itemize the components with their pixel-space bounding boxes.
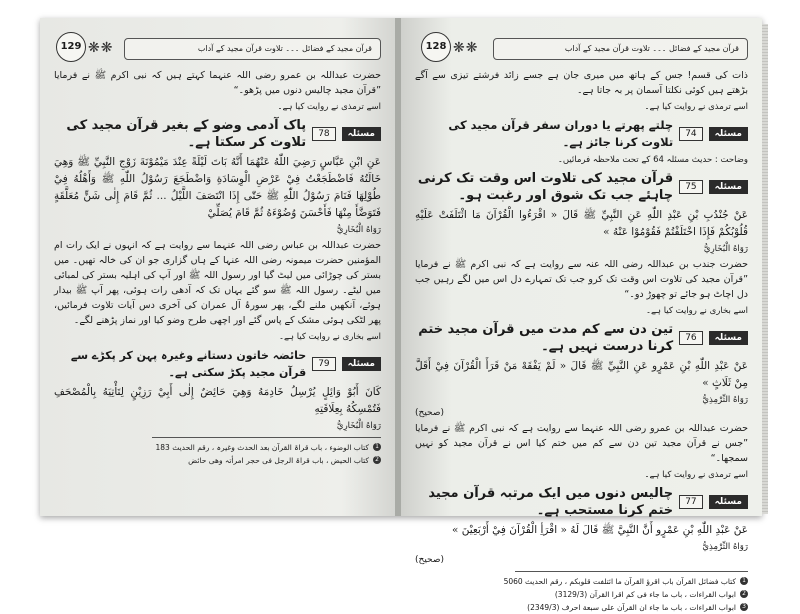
running-title: قرآن مجید کے فضائل ۔۔۔ تلاوت قرآن مجید کے آداب (493, 38, 748, 60)
masala-label: مسئلہ (342, 127, 381, 141)
left-page (40, 18, 395, 516)
footnote: 1 کتاب الوضوء ، باب قراۃ القرآن بعد الحدث وغیرہ ، رقم الحدیث 183 (54, 441, 381, 454)
footnote-marker-icon: 1 (373, 443, 381, 451)
masala-label: مسئلہ (342, 357, 381, 371)
intro-text: ذات کی قسم! جس کے ہاتھ میں میری جان ہے جسے زائد فرشتے تیزی سے آگے بڑھتے ہیں کوئی نکلتا آسمان پر بہ جاتا ہے۔ (415, 70, 748, 96)
section-title: حائضہ خاتون دستانے وغیرہ پہن کر پکڑے سے قرآن مجید پکڑ سکتی ہے۔ (70, 349, 307, 379)
ornament-icon: ❋❋ (88, 40, 114, 56)
section-title: تین دن سے کم مدت میں قرآن مجید ختم کرنا درست نہیں ہے۔ (418, 322, 674, 354)
arabic-hadith: عَنْ عَبْدِ اللّٰهِ بْنِ عَمْرٍو أَنَّ النَّبِيَّ ﷺ قَالَ لَهُ « اقْرَأِ الْقُرْآنَ فِيْ أَرْبَعِيْنَ » (451, 524, 748, 536)
urdu-translation: حضرت عبداللہ بن عباس رضی اللہ عنہما سے روایت ہے کہ انہوں نے ایک رات ام المؤمنین حضرت میمونہ رضی اللہ عنہا کے ہاں گزاری جو ان کی خالہ تھیں۔ میں بستر کی چوڑائی میں لیٹ گیا اور رسول اللہ ﷺ اور آپ کی اہلیہ بستر کی لمبائی میں لیٹے۔ رسول اللہ ﷺ سو گئے یہاں تک کہ آدھی رات ہوئی، پھر آپ ﷺ بیدار ہوئے، آنکھیں ملنے لگے، پھر سورۂ آل عمران کی آخری دس آیات تلاوت فرمائیں، پھر لٹکی ہوئی مشک کے پاس گئے اور اچھی طرح وضو کیا اور نماز پڑھنے لگے۔ (54, 240, 381, 326)
footnote-divider (515, 571, 748, 572)
masala-label: مسئلہ (709, 495, 748, 509)
translation-ref: اسے ترمذی نے روایت کیا ہے۔ (644, 470, 748, 480)
section-heading-79 (54, 347, 381, 381)
section-title: چلتے پھرتے یا دوران سفر قرآن مجید کی تلاوت کرنا جائز ہے۔ (448, 118, 674, 149)
clarification-note: وضاحت : حدیث مسئلہ 64 کے تحت ملاحظہ فرمائیں۔ (557, 155, 748, 165)
section-number: 77 (679, 495, 702, 509)
masala-label: مسئلہ (709, 127, 748, 141)
section-heading-77 (415, 485, 748, 519)
footnote-marker-icon: 2 (740, 590, 748, 598)
intro-ref: اسے ترمذی نے روایت کیا ہے۔ (644, 102, 748, 112)
open-book (40, 18, 762, 612)
page-stack-edge (762, 24, 768, 514)
running-title: قرآن مجید کے فضائل ۔۔۔ تلاوت قرآن مجید کے آداب (124, 38, 381, 60)
section-number: 75 (679, 180, 702, 194)
arabic-hadith: عَنْ جُنْدُبِ بْنِ عَبْدِ اللّٰهِ عَنِ النَّبِيِّ ﷺ قَالَ « اقْرَءُوا الْقُرْآنَ مَا ائْتَلَفَتْ عَلَيْهِ قُلُوْبُكُمْ فَإِذَا اخْتَلَفْتُمْ فَقُوْمُوْا عَنْهُ » (415, 209, 748, 238)
page-number: 129 (56, 32, 86, 62)
section-heading-75 (415, 170, 748, 204)
page-header (54, 32, 381, 66)
footnote-divider (152, 437, 381, 438)
ornament-icon: ❋❋ (453, 40, 479, 56)
masala-label: مسئلہ (709, 331, 748, 345)
section-title: قرآن مجید کی تلاوت اس وقت تک کرنی چاہئے جب تک شوق اور رغبت ہو۔ (417, 171, 674, 203)
intro-ref: اسے ترمذی نے روایت کیا ہے۔ (277, 102, 381, 112)
footnote-marker-icon: 3 (740, 603, 748, 611)
translation-ref: اسے بخاری نے روایت کیا ہے۔ (646, 306, 748, 316)
page-number: 128 (421, 32, 451, 62)
urdu-translation: حضرت جندب بن عبداللہ رضی اللہ عنہ سے روایت ہے کہ نبی اکرم ﷺ نے فرمایا ”قرآن مجید کی تلاوت اس وقت تک کرو جب تک تمہارے دل اس میں لگے رہیں جب دل اچاٹ ہو جائے تو چھوڑ دو۔“ (415, 259, 748, 300)
page-header (415, 32, 748, 66)
hadith-ref: رَوَاهُ التِّرْمِذِيُّ (702, 395, 748, 405)
section-heading-76 (415, 321, 748, 355)
footnote: 2 کتاب الحیض ، باب قراۃ الرجل فی حجر امرأتہ وھی حائض (54, 454, 381, 467)
footnote-marker-icon: 1 (740, 577, 748, 585)
footnote-marker-icon: 2 (373, 456, 381, 464)
arabic-hadith: عَنِ ابْنِ عَبَّاسٍ رَضِيَ اللّٰهُ عَنْهُمَا أَنَّهُ بَاتَ لَيْلَةً عِنْدَ مَيْمُوْنَةَ زَوْجِ النَّبِيِّ ﷺ وَهِيَ خَالَتُهُ فَاضْطَجَعْتُ فِيْ عَرْضِ الْوِسَادَةِ وَاضْطَجَعَ رَسُوْلُ اللّٰهِ ﷺ وَأَهْلُهُ فِيْ طُوْلِهَا فَنَامَ رَسُوْلُ اللّٰهِ ﷺ حَتّٰى إِذَا انْتَصَفَ اللَّيْلُ ... ثُمَّ قَامَ إِلٰى شَنٍّ مُعَلَّقَةٍ فَتَوَضَّأَ مِنْهَا فَأَحْسَنَ وُضُوْءَهُ ثُمَّ قَامَ يُصَلِّيْ (54, 156, 381, 219)
arabic-hadith: عَنْ عَبْدِ اللّٰهِ بْنِ عَمْرٍو عَنِ النَّبِيِّ ﷺ قَالَ « لَمْ يَفْقَهْ مَنْ قَرَأَ الْقُرْآنَ فِيْ أَقَلَّ مِنْ ثَلَاثٍ » (415, 360, 748, 389)
footnote: 2 ابواب القراءات ، باب ما جاء فی کم اقرا القرآن (3129/3) (415, 588, 748, 601)
hadith-grade: (صحیح) (415, 408, 444, 418)
hadith-grade: (صحیح) (415, 555, 444, 565)
arabic-hadith: كَانَ أَبُوْ وَائِلٍ يُرْسِلُ خَادِمَهُ وَهِيَ حَائِضٌ إِلٰى أَبِيْ رَزِيْنٍ لِتَأْتِيَهُ بِالْمُصْحَفِ فَتُمْسِكُهُ بِعِلَاقَتِهِ (54, 386, 381, 415)
section-title: چالیس دنوں میں ایک مرتبہ قرآن مجید ختم کرنا مستحب ہے۔ (428, 486, 674, 518)
section-title: پاک آدمی وضو کے بغیر قرآن مجید کی تلاوت کر سکتا ہے۔ (66, 118, 307, 150)
section-number: 78 (312, 127, 335, 141)
hadith-ref: رَوَاهُ الْبُخَارِيُّ (336, 421, 381, 431)
urdu-translation: حضرت عبداللہ بن عمرو رضی اللہ عنہما سے روایت ہے کہ نبی اکرم ﷺ نے فرمایا ”جس نے قرآن مجید تین دن سے کم میں ختم کیا اس نے قرآن مجید کو نہیں سمجھا۔“ (415, 423, 748, 464)
masala-label: مسئلہ (709, 180, 748, 194)
translation-ref: اسے بخاری نے روایت کیا ہے۔ (279, 332, 381, 342)
section-heading-74 (415, 117, 748, 151)
section-heading-78 (54, 117, 381, 151)
hadith-ref: رَوَاهُ التِّرْمِذِيُّ (702, 542, 748, 552)
right-page (401, 18, 762, 612)
section-number: 74 (679, 127, 702, 141)
hadith-ref: رَوَاهُ الْبُخَارِيُّ (336, 225, 381, 235)
section-number: 76 (679, 331, 702, 345)
hadith-ref: رَوَاهُ الْبُخَارِيُّ (703, 244, 748, 254)
section-number: 79 (312, 357, 335, 371)
intro-text: حضرت عبداللہ بن عمرو رضی اللہ عنہما کہتے ہیں کہ نبی اکرم ﷺ نے فرمایا ”قرآن مجید چالیس دنوں میں پڑھو۔“ (54, 70, 381, 96)
footnote: 3 ابواب القراءات ، باب ما جاء ان القرآن علی سبعة احرف (2349/3) (415, 601, 748, 614)
footnote: 1 کتاب فضائل القرآن باب اقرؤ القرآن ما ائتلفت قلوبکم ، رقم الحدیث 5060 (415, 575, 748, 588)
